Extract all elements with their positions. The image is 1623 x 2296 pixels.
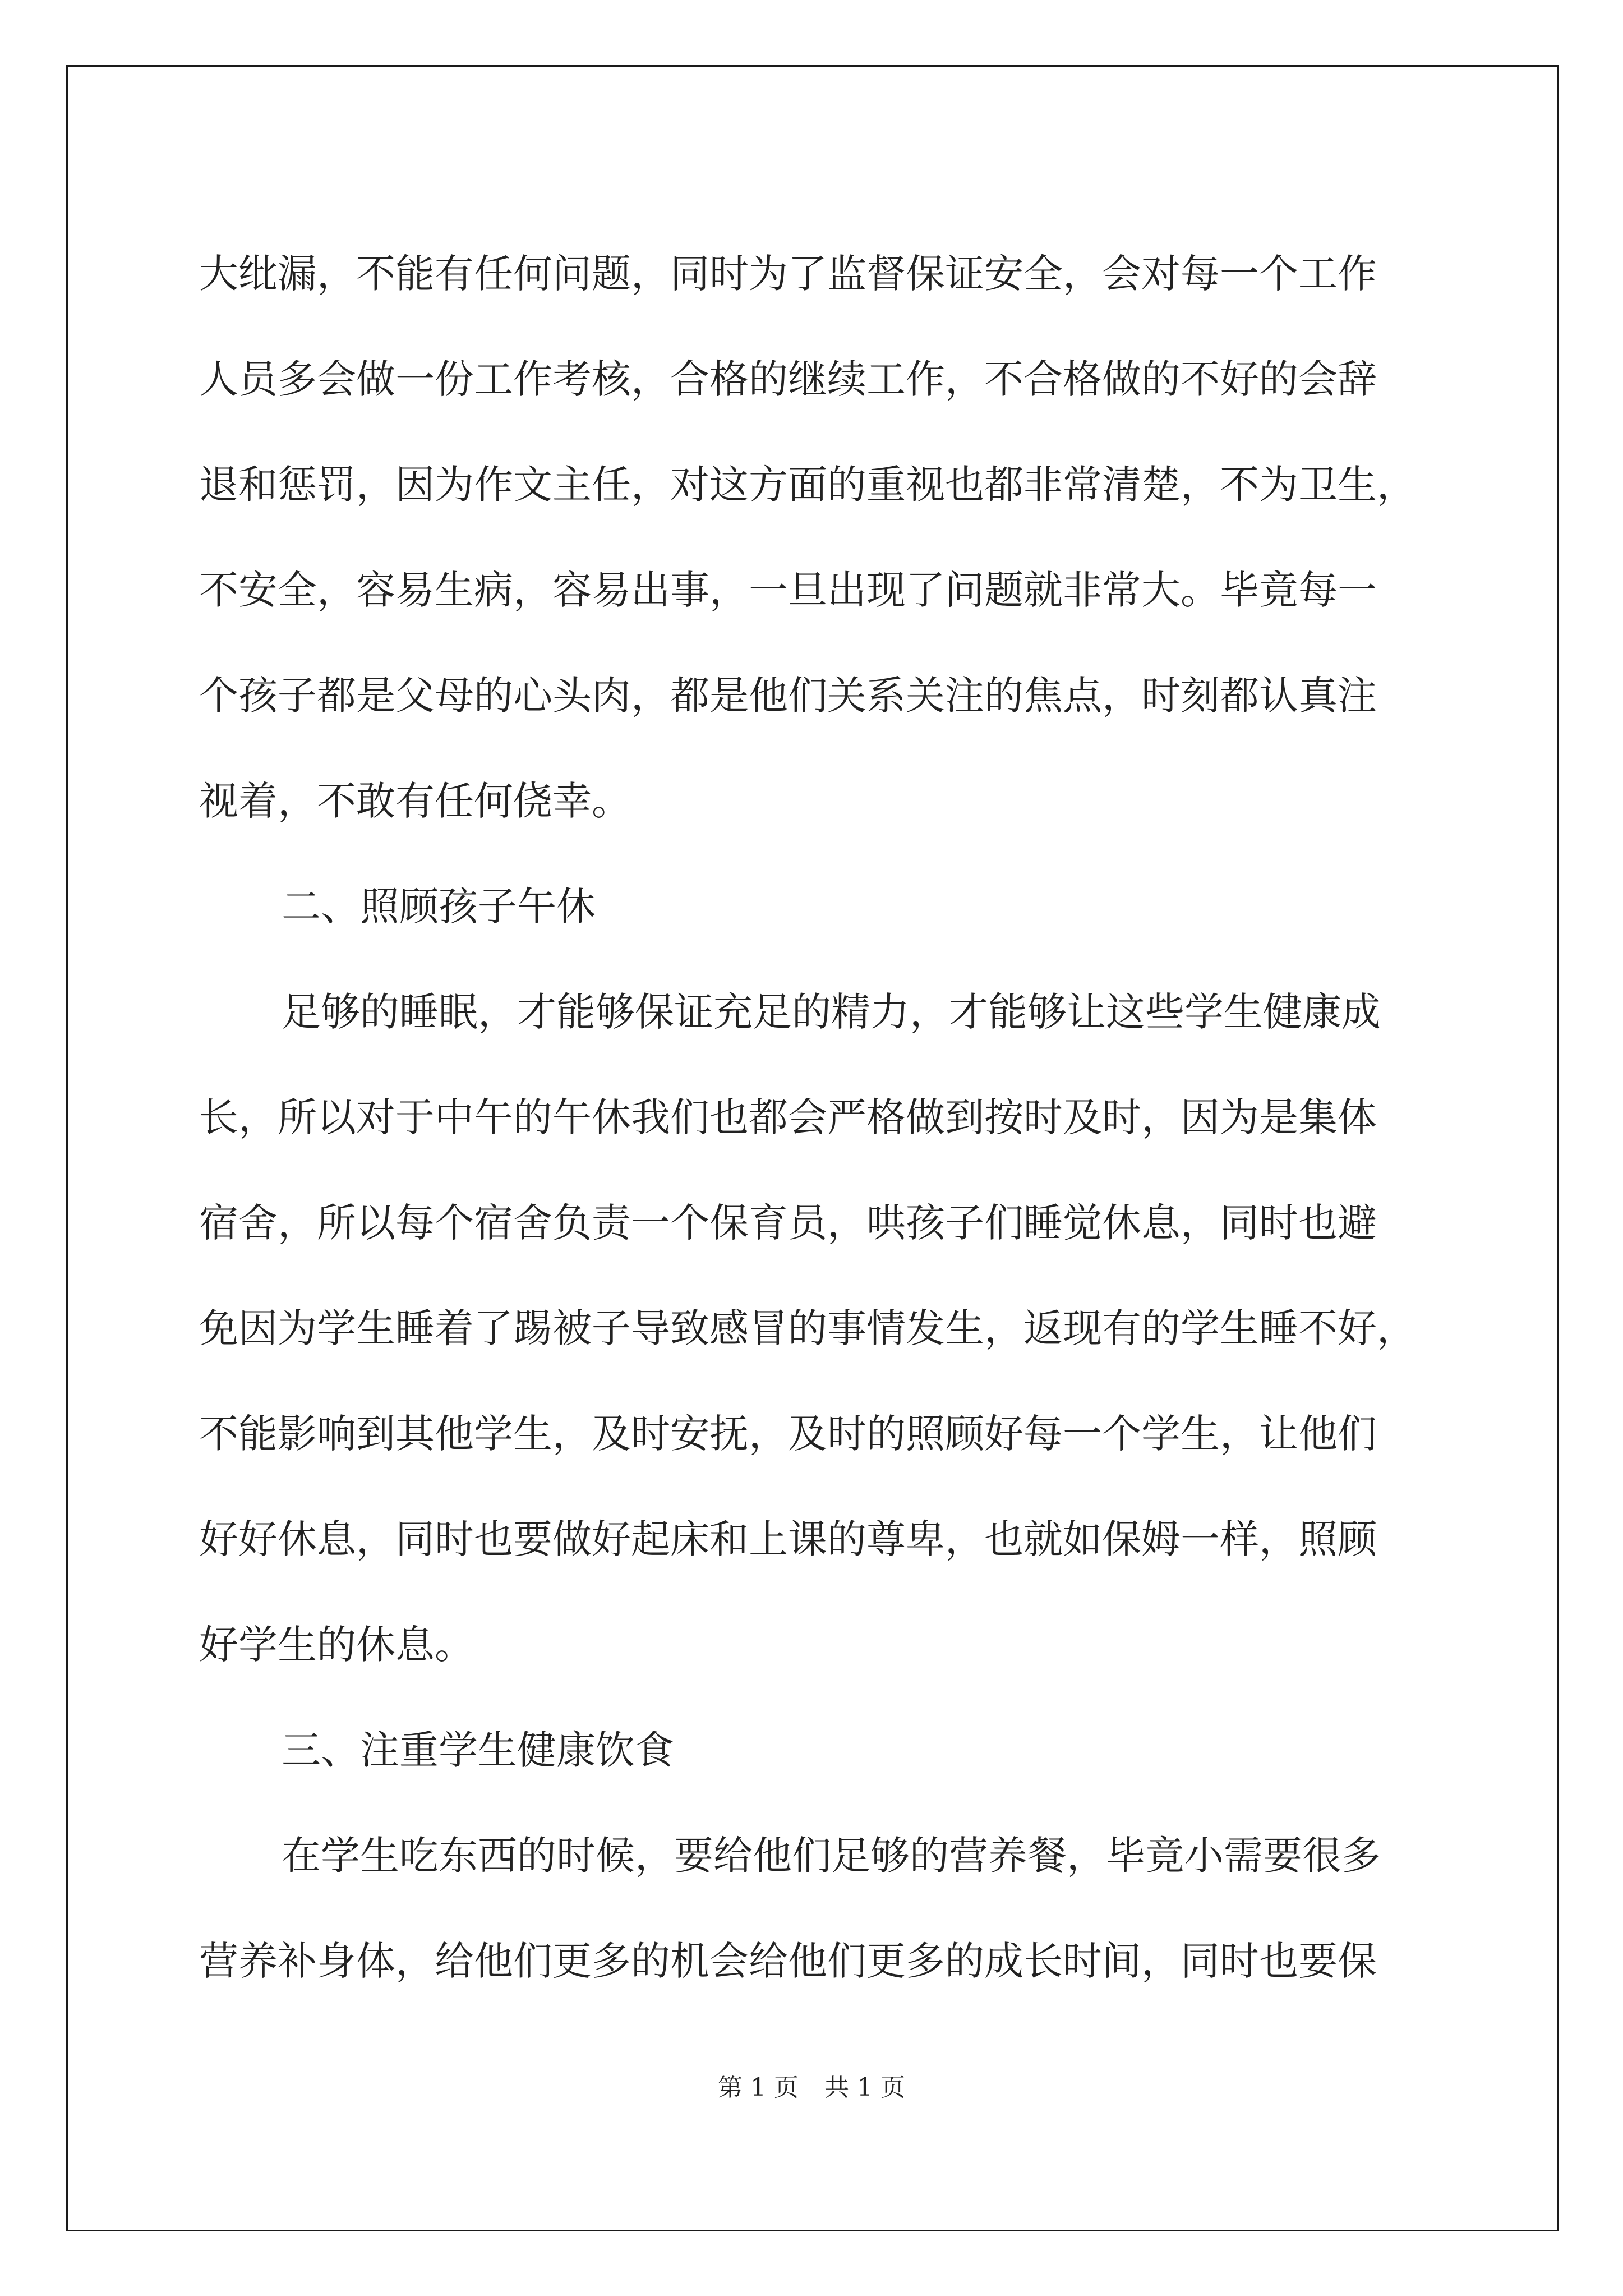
- text-line: 免因为学生睡着了踢被子导致感冒的事情发生，返现有的学生睡不好，: [199, 1305, 1416, 1351]
- text-line: 人员多会做一份工作考核，合格的继续工作，不合格做的不好的会辞: [199, 356, 1377, 402]
- document-body: [199, 221, 1433, 2014]
- text-line: 大纰漏，不能有任何问题，同时为了监督保证安全，会对每一个工作: [199, 251, 1377, 297]
- page-number: 第 1 页: [718, 2073, 799, 2102]
- section-heading-nap: [199, 854, 1433, 959]
- text-line: 退和惩罚，因为作文主任，对这方面的重视也都非常清楚，不为卫生，: [199, 462, 1416, 508]
- text-line: 视着，不敢有任何侥幸。: [199, 778, 631, 824]
- text-line: 不安全，容易生病，容易出事，一旦出现了问题就非常大。毕竟每一: [199, 567, 1377, 613]
- section-heading-diet: [199, 1697, 1433, 1803]
- text-line: 好学生的休息。: [199, 1622, 474, 1668]
- paragraph-diet: [199, 1803, 1433, 2014]
- text-line: 长，所以对于中午的午休我们也都会严格做到按时及时，因为是集体: [199, 1094, 1377, 1140]
- page-footer: [0, 2067, 1623, 2103]
- paragraph-nap: [199, 959, 1433, 1697]
- paragraph-safety-continued: [199, 221, 1433, 854]
- section-heading: 二、照顾孩子午休: [282, 884, 596, 930]
- text-line: 好好休息，同时也要做好起床和上课的尊卑，也就如保姆一样，照顾: [199, 1516, 1377, 1562]
- page-total: 共 1 页: [824, 2073, 905, 2102]
- text-line: 足够的睡眠，才能够保证充足的精力，才能够让这些学生健康成: [282, 989, 1381, 1035]
- text-line: 宿舍，所以每个宿舍负责一个保育员，哄孩子们睡觉休息，同时也避: [199, 1200, 1377, 1246]
- text-line: 在学生吃东西的时候，要给他们足够的营养餐，毕竟小需要很多: [282, 1833, 1381, 1879]
- section-heading: 三、注重学生健康饮食: [282, 1727, 674, 1773]
- text-line: 个孩子都是父母的心头肉，都是他们关系关注的焦点，时刻都认真注: [199, 673, 1377, 719]
- text-line: 营养补身体，给他们更多的机会给他们更多的成长时间，同时也要保: [199, 1938, 1377, 1984]
- text-line: 不能影响到其他学生，及时安抚，及时的照顾好每一个学生，让他们: [199, 1411, 1377, 1457]
